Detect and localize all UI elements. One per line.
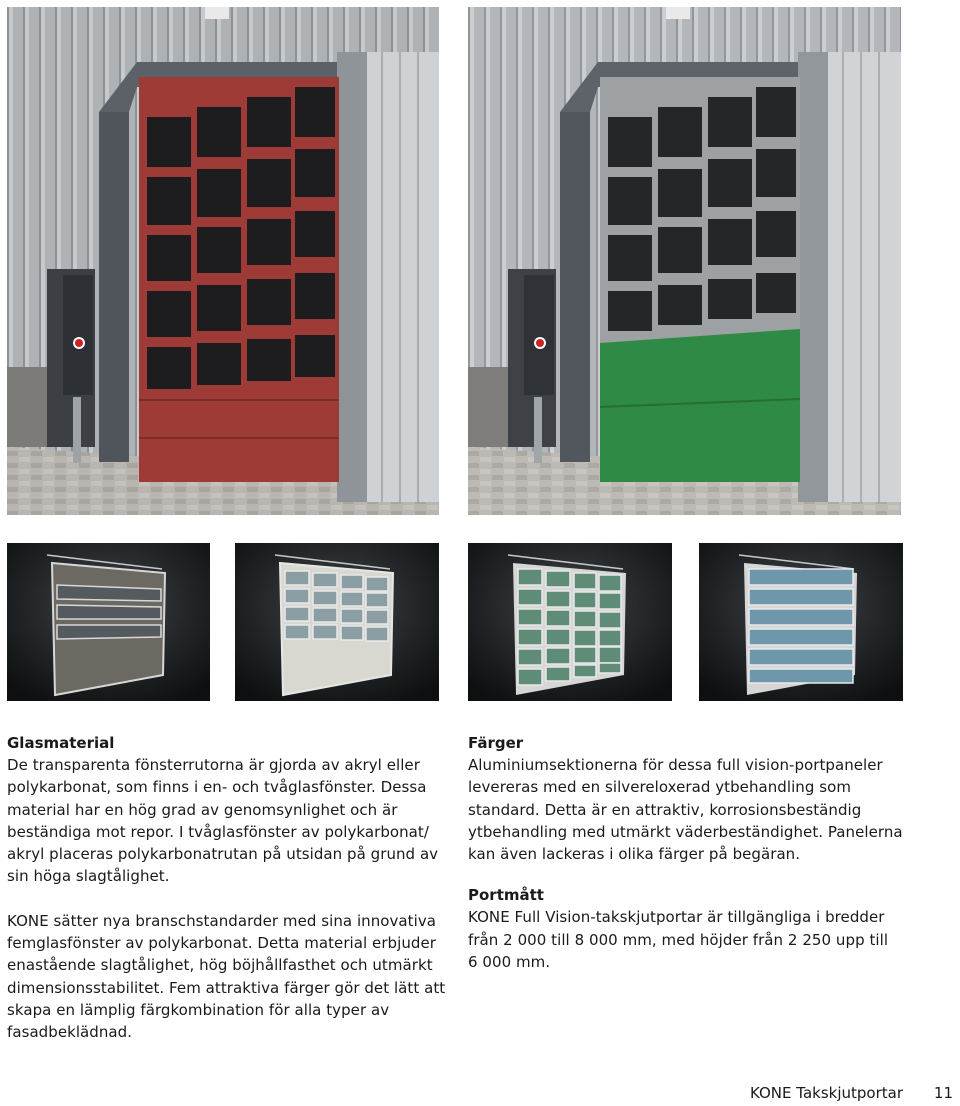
sample-panel-white <box>235 543 439 701</box>
sample-panel-dark <box>7 543 210 701</box>
text-line: polykarbonat, som finns i en- och tvåglasfönster. Dessa <box>7 778 427 797</box>
green-door-photo <box>468 7 901 515</box>
text-line: fasadbeklädnad. <box>7 1023 133 1042</box>
farger-section <box>468 733 908 973</box>
text-line: 6 000 mm. <box>468 953 551 972</box>
page-footer <box>0 1084 960 1106</box>
footer-title: KONE Takskjutportar <box>749 1084 903 1102</box>
glasmaterial-section <box>7 733 447 1044</box>
text-line: från 2 000 till 8 000 mm, med höjder från 2 250 upp till <box>468 930 889 949</box>
text-line: De transparenta fönsterrutorna är gjorda av akryl eller <box>7 756 420 774</box>
page-number: 11 <box>933 1084 953 1102</box>
text-line: akryl placeras polykarbonatrutan på utsidan på grund av <box>7 845 439 864</box>
text-line: KONE sätter nya branschstandarder med sina innovativa <box>7 911 436 930</box>
text-line: standard. Detta är en attraktiv, korrosionsbeständig <box>468 800 862 819</box>
farger-paragraph <box>468 754 908 865</box>
red-door-photo <box>7 7 439 515</box>
portmatt-heading: Portmått <box>468 886 544 905</box>
text-line: KONE Full Vision-takskjutportar är tillgängliga i bredder <box>468 908 885 927</box>
portmatt-paragraph <box>468 906 908 973</box>
glasmaterial-paragraph-2 <box>7 910 447 1044</box>
text-line: sin höga slagtålighet. <box>7 867 170 886</box>
farger-heading: Färger <box>468 734 524 752</box>
text-line: material har en hög grad av genomsynlighet och är <box>7 800 398 819</box>
text-line: levereras med en silvereloxerad ytbehandling som <box>468 778 852 797</box>
sample-panel-green <box>468 543 672 701</box>
text-line: Aluminiumsektionerna för dessa full vision-portpaneler <box>468 756 883 774</box>
glasmaterial-heading: Glasmaterial <box>7 734 115 752</box>
text-line: skapa en lämplig färgkombination för alla typer av <box>7 1000 390 1019</box>
text-line: beständiga mot repor. I tvåglasfönster av polykarbonat/ <box>7 822 429 841</box>
text-line: enastående slagtålighet, hög böjhållfasthet och utmärkt <box>7 956 433 975</box>
text-line: ytbehandling med utmärkt väderbeständighet. Panelerna <box>468 822 903 841</box>
text-line: femglasfönster av polykarbonat. Detta material erbjuder <box>7 934 436 953</box>
text-line: kan även lackeras i olika färger på begäran. <box>468 845 801 864</box>
glasmaterial-paragraph-1 <box>7 754 447 888</box>
text-line: dimensionsstabilitet. Fem attraktiva färger gör det lätt att <box>7 978 446 997</box>
sample-panel-blue <box>699 543 903 701</box>
